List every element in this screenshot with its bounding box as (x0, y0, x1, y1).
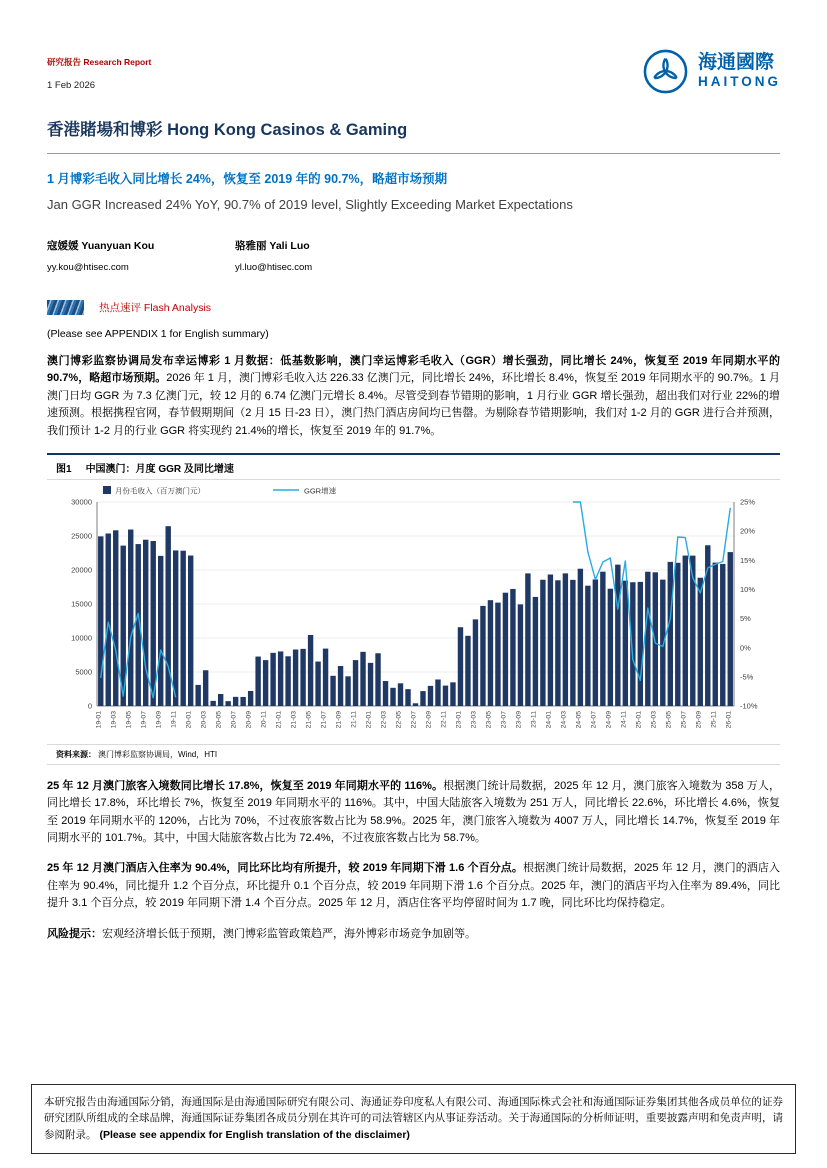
svg-text:21-05: 21-05 (305, 710, 313, 729)
author-1 (47, 238, 235, 273)
svg-text:月份毛收入（百万澳门元）: 月份毛收入（百万澳门元） (115, 486, 205, 496)
svg-text:0: 0 (87, 701, 92, 711)
report-type-label: 研究报告 Research Report (47, 57, 152, 67)
svg-text:15000: 15000 (71, 599, 92, 609)
svg-text:22-01: 22-01 (365, 710, 373, 729)
headline-chinese: 1 月博彩毛收入同比增长 24%，恢复至 2019 年的 90.7%，略超市场预期 (47, 172, 448, 186)
header-left (47, 56, 151, 91)
svg-text:25-01: 25-01 (635, 710, 643, 729)
svg-text:20000: 20000 (71, 565, 92, 575)
svg-text:22-11: 22-11 (440, 710, 448, 728)
svg-text:25-11: 25-11 (710, 710, 718, 728)
flash-analysis-icon (47, 300, 84, 315)
summary-paragraph (47, 353, 780, 440)
report-date: 1 Feb 2026 (47, 80, 96, 91)
svg-text:25-07: 25-07 (680, 710, 688, 729)
svg-text:22-09: 22-09 (425, 710, 433, 729)
author-email: yl.luo@htisec.com (235, 262, 313, 273)
author-name: 寇媛媛 Yuanyuan Kou (47, 240, 155, 252)
svg-text:25-03: 25-03 (650, 710, 658, 729)
svg-text:21-11: 21-11 (350, 710, 358, 728)
svg-text:20-05: 20-05 (215, 710, 223, 729)
svg-text:24-11: 24-11 (620, 710, 628, 728)
paragraph-body: 根据澳门统计局数据，2025 年 12 月，澳门的酒店入住率为 90.4%，同比提升 1.2 个百分点，环比提升 0.1 个百分点，较 2019 年同期下滑 1.6 个百分点。2025 年，澳门的酒店平均入住率为 89.4%，同比提升 3.1 个百分点，较 2019 年同期下滑 1.4 个百分点。2025 年 12 月，酒店住客平均停留时间为 1.7 晚，同比环比均保持稳定。 (47, 862, 781, 910)
paragraph-lead: 风险提示： (47, 927, 102, 940)
figure-source (47, 744, 780, 765)
paragraph-lead: 25 年 12 月澳门旅客入境数同比增长 17.8%，恢复至 2019 年同期水平的 116%。 (47, 779, 444, 792)
headline-english: Jan GGR Increased 24% YoY, 90.7% of 2019 level, Slightly Exceeding Market Expectations (47, 197, 573, 212)
svg-text:21-01: 21-01 (275, 710, 283, 729)
ggr-chart (47, 482, 780, 744)
svg-text:20-03: 20-03 (200, 710, 208, 729)
svg-text:19-01: 19-01 (95, 710, 103, 729)
svg-text:25%: 25% (740, 497, 756, 507)
author-2 (235, 238, 423, 273)
risk-paragraph (47, 926, 780, 943)
disclaimer-footer (31, 1084, 796, 1154)
svg-text:0%: 0% (740, 643, 751, 653)
svg-text:15%: 15% (740, 555, 756, 565)
svg-text:25-05: 25-05 (665, 710, 673, 729)
title-divider (47, 153, 780, 154)
svg-text:24-07: 24-07 (590, 710, 598, 729)
svg-text:22-05: 22-05 (395, 710, 403, 729)
svg-text:20-09: 20-09 (245, 710, 253, 729)
logo-text-en: HAITONG (697, 74, 781, 90)
svg-text:19-09: 19-09 (155, 710, 163, 729)
author-email: yy.kou@htisec.com (47, 262, 129, 273)
svg-text:25-09: 25-09 (695, 710, 703, 729)
flash-analysis-label: 热点速评 Flash Analysis (99, 302, 212, 314)
svg-text:21-07: 21-07 (320, 710, 328, 729)
disclaimer-english-note: (Please see appendix for English translation of the disclaimer) (99, 1129, 410, 1142)
page-title: 香港賭場和博彩 Hong Kong Casinos & Gaming (47, 121, 408, 139)
disclaimer-text: 本研究报告由海通国际分销，海通国际是由海通国际研究有限公司、海通证券印度私人有限公司、海通国际株式会社和海通国际证券集团其他各成员单位的证券研究团队所组成的全球品牌，海通国际证券集团各成员分别在其许可的司法管辖区内从事证券活动。关于海通国际的分析师证明，重要披露声明和免责声明，请参阅附录。 (44, 1095, 783, 1142)
paragraph-body: 宏观经济增长低于预期，澳门博彩监管政策趋严，海外博彩市场竞争加剧等。 (102, 927, 476, 940)
svg-text:20-11: 20-11 (260, 710, 268, 728)
flash-analysis-tag (47, 300, 780, 315)
svg-text:24-09: 24-09 (605, 710, 613, 729)
source-text: 澳门博彩监察协调局，Wind，HTI (98, 749, 218, 759)
hotel-paragraph (47, 860, 780, 912)
figure-title-text: 中国澳门：月度 GGR 及同比增速 (85, 463, 234, 475)
svg-text:26-01: 26-01 (725, 710, 733, 729)
svg-text:30000: 30000 (71, 497, 92, 507)
svg-text:20%: 20% (740, 526, 756, 536)
svg-text:23-11: 23-11 (530, 710, 538, 728)
author-name: 骆雅丽 Yali Luo (235, 240, 310, 252)
logo-text-cn: 海通國際 (697, 52, 774, 74)
source-label: 资料来源： (56, 749, 96, 759)
svg-text:19-07: 19-07 (140, 710, 148, 729)
paragraph-body: 根据澳门统计局数据，2025 年 12 月，澳门旅客入境数为 358 万人，同比增长 17.8%，环比增长 7%，恢复至 2019 年同期水平的 116%。其中，中国大陆旅客入境数为 251 万人，同比增长 22.6%，环比增长 4.6%，恢复至 2019 年同期水平的 120%，占比为 70%，不过夜旅客数占比为 58.9%。2025 年，澳门旅客入境数为 4007 万人，同比增长 14.7%，恢复至 2019 年同期水平的 101.7%。其中，中国大陆旅客数占比为 72.4%，不过夜旅客数占比为 58.7%。 (47, 779, 780, 844)
svg-text:-10%: -10% (740, 701, 758, 711)
paragraph-body: 2026 年 1 月，澳门博彩毛收入达 226.33 亿澳门元，同比增长 24%，环比增长 8.4%，恢复至 2019 年同期水平的 90.7%。1 月澳门日均 GGR 为 7.3 亿澳门元，较 12 月的 6.74 亿澳门元增长 8.4%。尽管受到春节错期的影响，1 月行业 GGR 增长强劲，超出我们对行业 22%的增速预测。根据携程官网，春节假期期间（2 月 15 日-23 日），澳门热门酒店房间均已售罄。为剔除春节错期影响，我们对 1-2 月的 GGR 进行合并预测，我们预计 1-2 月的行业 GGR 将实现约 21.4%的增长，恢复至 2019 年的 91.7%。 (47, 372, 780, 437)
svg-text:GGR增速: GGR增速 (304, 486, 337, 496)
svg-text:20-07: 20-07 (230, 710, 238, 729)
svg-text:21-03: 21-03 (290, 710, 298, 729)
appendix-note: (Please see APPENDIX 1 for English summary) (47, 328, 269, 340)
figure-1 (47, 453, 780, 765)
paragraph-lead: 25 年 12 月澳门酒店入住率为 90.4%，同比环比均有所提升，较 2019 年同期下滑 1.6 个百分点。 (47, 862, 524, 875)
visitors-paragraph (47, 778, 780, 848)
svg-text:23-09: 23-09 (515, 710, 523, 729)
svg-text:10%: 10% (740, 584, 756, 594)
svg-text:24-03: 24-03 (560, 710, 568, 729)
svg-text:19-03: 19-03 (110, 710, 118, 729)
svg-text:21-09: 21-09 (335, 710, 343, 729)
svg-text:23-05: 23-05 (485, 710, 493, 729)
svg-text:10000: 10000 (71, 633, 92, 643)
svg-text:5000: 5000 (75, 667, 92, 677)
svg-text:23-07: 23-07 (500, 710, 508, 729)
svg-text:19-11: 19-11 (170, 710, 178, 728)
svg-text:24-05: 24-05 (575, 710, 583, 729)
figure-number: 图1 (56, 463, 72, 475)
svg-text:25000: 25000 (71, 531, 92, 541)
svg-text:24-01: 24-01 (545, 710, 553, 729)
haitong-logo-icon (642, 48, 689, 95)
svg-text:-5%: -5% (740, 672, 754, 682)
svg-text:23-03: 23-03 (470, 710, 478, 729)
svg-text:22-07: 22-07 (410, 710, 418, 729)
figure-title (47, 455, 780, 480)
svg-text:19-05: 19-05 (125, 710, 133, 729)
haitong-logo (642, 48, 781, 95)
paragraph-lead: 澳门博彩监察协调局发布幸运博彩 1 月数据：低基数影响，澳门幸运博彩毛收入（GGR）增长强劲，同比增长 24%，恢复至 2019 年同期水平的 90.7%，略超市场预期。 (47, 355, 780, 385)
logo-text (698, 52, 781, 90)
svg-text:5%: 5% (740, 614, 751, 624)
svg-text:20-01: 20-01 (185, 710, 193, 729)
svg-text:22-03: 22-03 (380, 710, 388, 729)
header (47, 52, 781, 91)
authors-block (47, 238, 780, 273)
svg-text:23-01: 23-01 (455, 710, 463, 729)
